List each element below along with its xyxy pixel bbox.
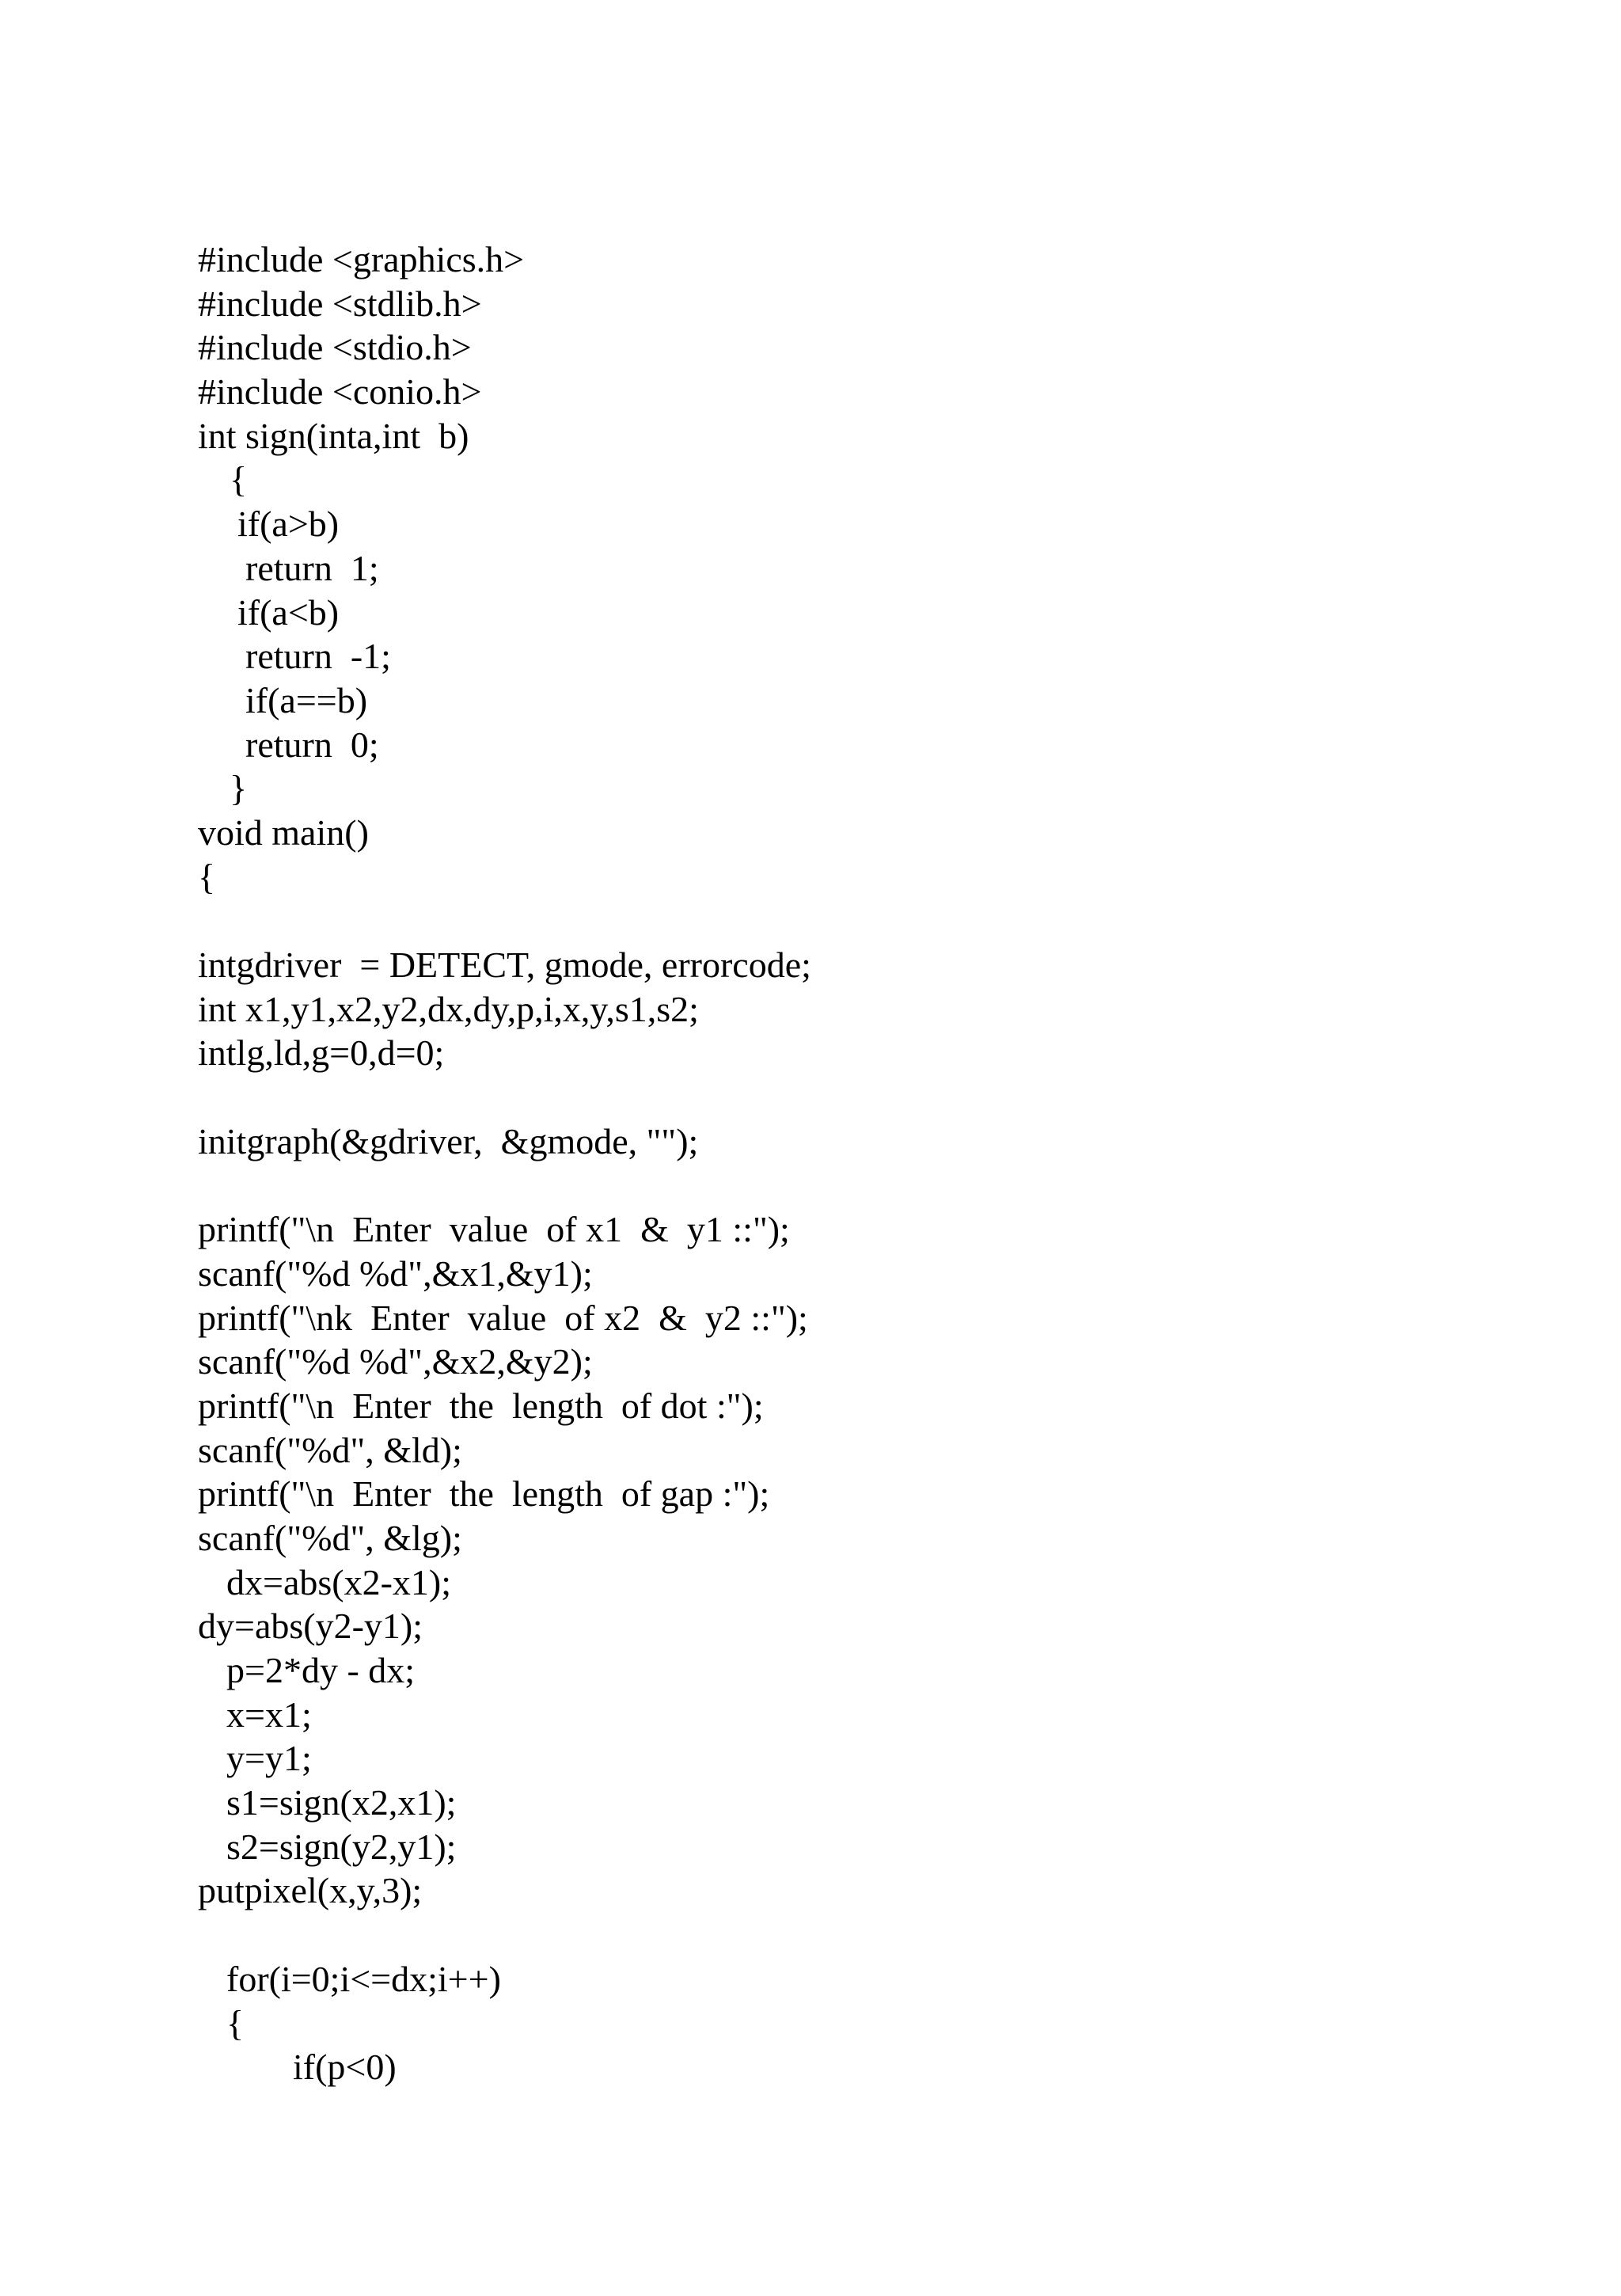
code-line: putpixel(x,y,3); xyxy=(198,1870,423,1911)
code-line: #include <conio.h> xyxy=(198,371,482,412)
code-line: intgdriver = DETECT, gmode, errorcode; xyxy=(198,945,811,985)
code-line: scanf("%d", &lg); xyxy=(198,1517,462,1558)
code-line: initgraph(&gdriver, &gmode, ""); xyxy=(198,1120,699,1161)
code-line: #include <stdio.h> xyxy=(198,327,472,368)
code-line: } xyxy=(230,768,248,809)
code-line: int sign(inta,int b) xyxy=(198,415,469,456)
code-line: #include <graphics.h> xyxy=(198,239,525,279)
code-line: for(i=0;i<=dx;i++) xyxy=(226,1958,501,1999)
code-line: return -1; xyxy=(245,636,391,677)
code-line: printf("\nk Enter value of x2 & y2 ::"); xyxy=(198,1297,808,1338)
code-line: scanf("%d %d",&x1,&y1); xyxy=(198,1253,593,1294)
code-line: x=x1; xyxy=(226,1693,312,1735)
code-line: printf("\n Enter the length of dot :"); xyxy=(198,1385,764,1426)
code-line: intlg,ld,g=0,d=0; xyxy=(198,1032,445,1074)
blank-line xyxy=(198,899,1543,943)
code-line: if(p<0) xyxy=(293,2047,397,2088)
code-line: return 1; xyxy=(245,547,379,588)
code-line: { xyxy=(226,2002,245,2043)
code-line: int x1,y1,x2,y2,dx,dy,p,i,x,y,s1,s2; xyxy=(198,988,699,1029)
code-line: void main() xyxy=(198,812,369,853)
blank-line xyxy=(198,1163,1543,1207)
code-line: dy=abs(y2-y1); xyxy=(198,1606,423,1647)
code-line: p=2*dy - dx; xyxy=(226,1650,416,1690)
code-line: scanf("%d %d",&x2,&y2); xyxy=(198,1341,593,1382)
code-line: #include <stdlib.h> xyxy=(198,283,482,324)
code-line: scanf("%d", &ld); xyxy=(198,1429,462,1470)
code-line: { xyxy=(230,459,248,500)
code-line: dx=abs(x2-x1); xyxy=(226,1561,451,1602)
code-line: y=y1; xyxy=(226,1738,312,1779)
code-line: printf("\n Enter the length of gap :"); xyxy=(198,1473,770,1515)
code-line: if(a<b) xyxy=(237,591,340,633)
code-line: printf("\n Enter value of x1 & y1 ::"); xyxy=(198,1209,790,1250)
code-line: return 0; xyxy=(245,724,379,765)
code-listing xyxy=(198,238,1543,2089)
code-line: if(a==b) xyxy=(245,679,368,720)
code-line: { xyxy=(198,856,216,897)
code-line: s2=sign(y2,y1); xyxy=(226,1826,457,1867)
code-line: if(a>b) xyxy=(237,504,340,545)
blank-line xyxy=(198,1075,1543,1119)
code-line: s1=sign(x2,x1); xyxy=(226,1782,457,1823)
blank-line xyxy=(198,1913,1543,1957)
